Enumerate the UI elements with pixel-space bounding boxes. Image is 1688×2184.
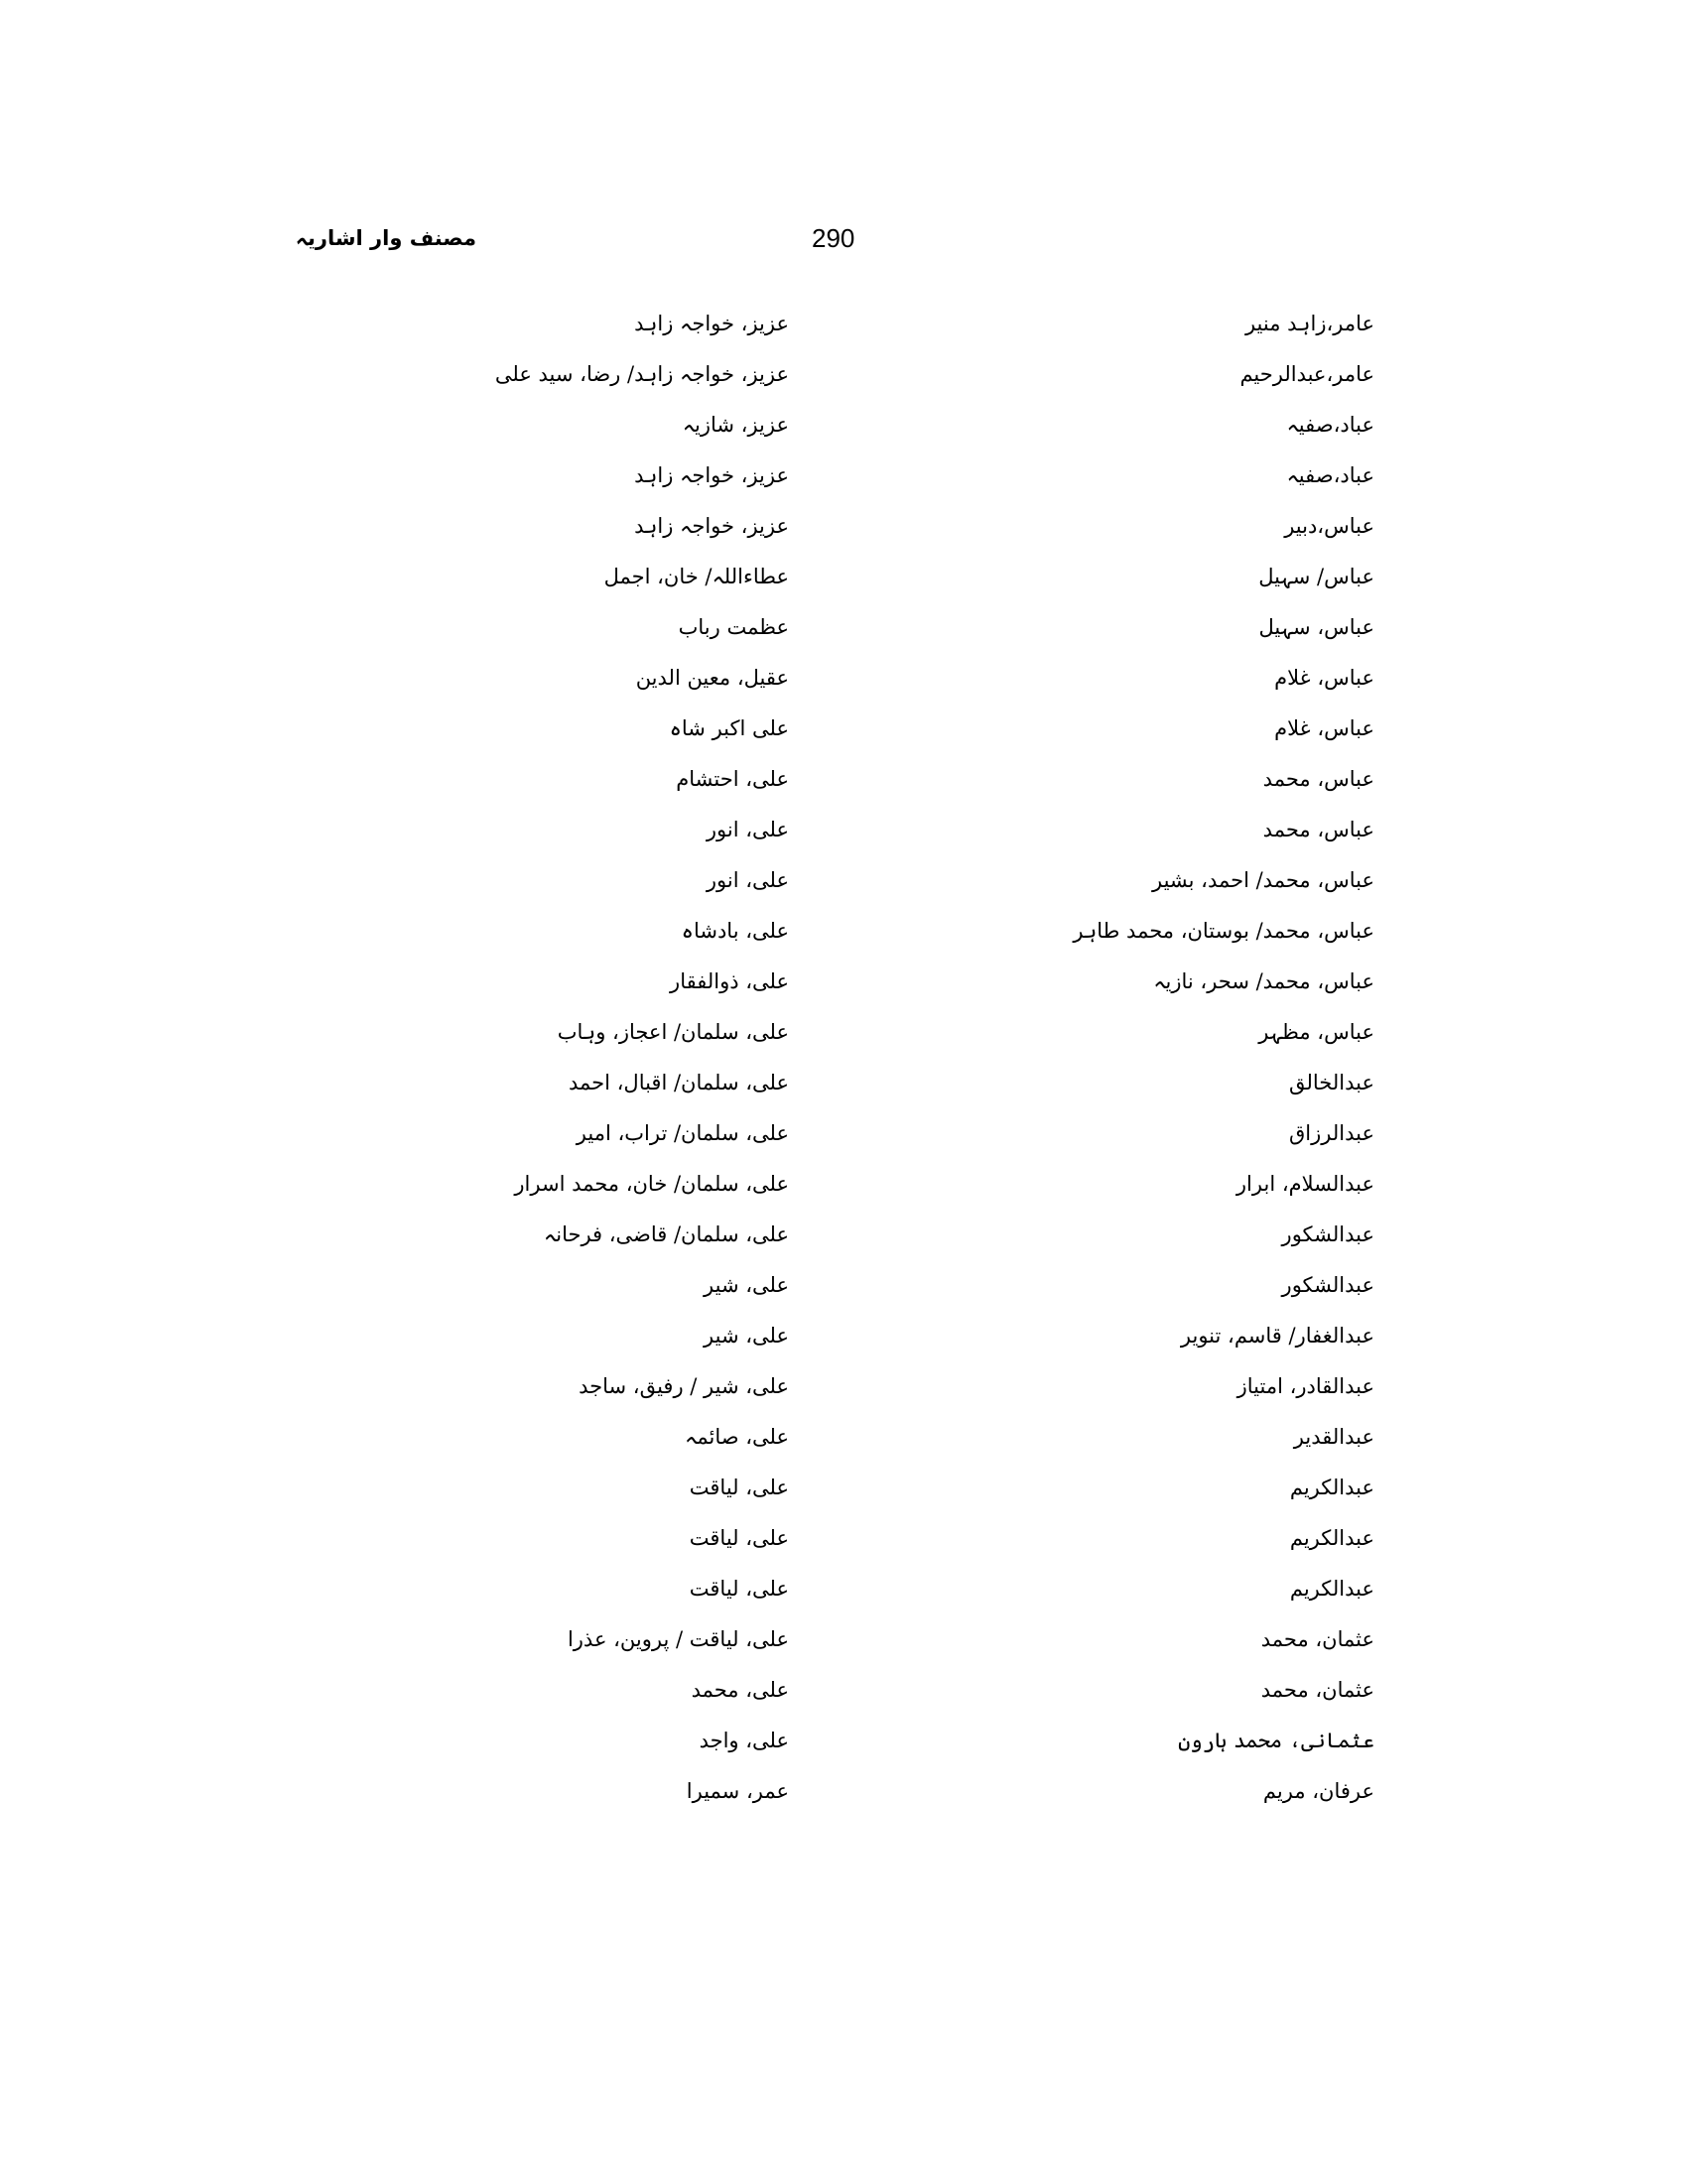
index-entry: علی، احتشام (676, 767, 789, 791)
index-entry: عباس، محمد/ سحر، نازیہ (1153, 969, 1374, 993)
index-entry: عبدالقادر، امتیاز (1236, 1374, 1374, 1398)
index-entry: علی، انور (706, 818, 789, 841)
index-entry: علی اکبر شاہ (669, 716, 789, 740)
index-entry: عظمت رباب (678, 615, 789, 639)
index-entry: عثمان، محمد (1260, 1627, 1374, 1651)
index-entry: عثمانی، محمد ہارون (1178, 1729, 1374, 1752)
index-entry: علی، بادشاہ (681, 919, 789, 943)
index-entry: علی، شیر / رفیق، ساجد (579, 1374, 789, 1398)
index-entry: عبدالشکور (1281, 1273, 1374, 1297)
index-entry: عباس، غلام (1274, 716, 1374, 740)
index-entry: عثمان، محمد (1260, 1678, 1374, 1702)
index-column-left (494, 306, 789, 1824)
index-entry: عباس، مظہر (1258, 1020, 1374, 1044)
index-entry: عمر، سمیرا (686, 1779, 789, 1803)
index-entry: علی، ذوالفقار (670, 969, 789, 993)
index-entry: عباس، محمد/ بوستان، محمد طاہر (1073, 919, 1374, 943)
index-entry: عبدالرزاق (1289, 1121, 1374, 1145)
index-entry: عزیز، خواجہ زاہد (634, 312, 789, 335)
index-entry: عبدالخالق (1289, 1071, 1374, 1094)
index-entry: عبدالشکور (1281, 1222, 1374, 1246)
index-entry: عرفان، مریم (1262, 1779, 1374, 1803)
index-entry: علی، صائمہ (685, 1425, 789, 1449)
index-column-right (1073, 306, 1374, 1824)
index-title: مصنف وار اشاریہ (295, 226, 476, 250)
index-entry: علی، لیاقت (689, 1476, 789, 1499)
index-entry: علی، لیاقت (689, 1526, 789, 1550)
index-entry: علی، شیر (704, 1273, 789, 1297)
index-entry: علی، سلمان/ تراب، امیر (576, 1121, 789, 1145)
index-entry: عقیل، معین الدین (635, 666, 789, 690)
index-entry: علی، سلمان/ قاضی، فرحانہ (543, 1222, 789, 1246)
index-entry: عبدالغفار/ قاسم، تنویر (1180, 1324, 1374, 1348)
index-entry: عباس، محمد (1262, 818, 1374, 841)
index-entry: علی، لیاقت / پروین، عذرا (567, 1627, 789, 1651)
index-entry: عبدالکریم (1289, 1577, 1374, 1601)
index-entry: علی، سلمان/ خان، محمد اسرار (514, 1172, 789, 1196)
index-entry: عباس، محمد (1262, 767, 1374, 791)
index-entry: عزیز، خواجہ زاہد/ رضا، سید علی (494, 362, 789, 386)
index-entry: عزیز، خواجہ زاہد (634, 463, 789, 487)
index-entry: علی، واجد (699, 1729, 789, 1752)
index-entry: عباد،صفیہ (1286, 413, 1374, 437)
index-entry: عباد،صفیہ (1286, 463, 1374, 487)
index-entry: علی، انور (706, 868, 789, 892)
index-entry: عامر،زاہد منیر (1244, 312, 1374, 335)
index-entry: عطاءاللہ/ خان، اجمل (603, 565, 789, 588)
index-entry: علی، محمد (691, 1678, 789, 1702)
index-entry: علی، سلمان/ اقبال، احمد (569, 1071, 789, 1094)
index-entry: عباس، محمد/ احمد، بشیر (1151, 868, 1374, 892)
index-entry: علی، سلمان/ اعجاز، وہاب (557, 1020, 789, 1044)
index-entry: عباس/ سہیل (1258, 565, 1374, 588)
index-entry: عبدالکریم (1289, 1526, 1374, 1550)
index-entry: عباس،دبیر (1284, 514, 1374, 538)
index-entry: عبدالسلام، ابرار (1235, 1172, 1374, 1196)
index-entry: عزیز، شازیہ (682, 413, 789, 437)
index-entry: عباس، سہیل (1258, 615, 1374, 639)
index-entry: عباس، غلام (1274, 666, 1374, 690)
index-entry: علی، شیر (704, 1324, 789, 1348)
index-entry: عزیز، خواجہ زاہد (634, 514, 789, 538)
index-entry: عبدالکریم (1289, 1476, 1374, 1499)
index-entry: عامر،عبدالرحیم (1239, 362, 1374, 386)
index-entry: عبدالقدیر (1293, 1425, 1374, 1449)
index-entry: علی، لیاقت (689, 1577, 789, 1601)
page-number: 290 (812, 223, 855, 253)
